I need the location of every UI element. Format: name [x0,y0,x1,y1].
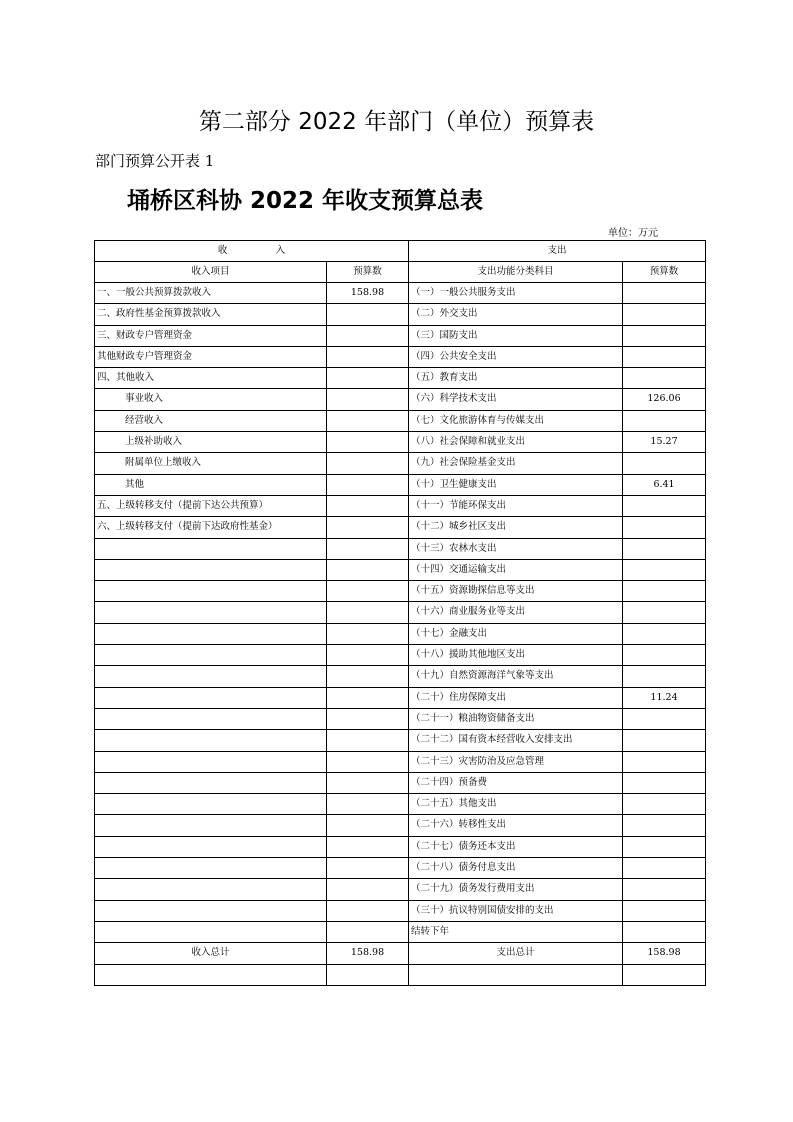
expense-header: 支出 [409,241,706,262]
expense-item-cell: （十九）自然资源海洋气象等支出 [409,666,623,687]
table-number-label: 部门预算公开表 1 [95,152,215,170]
income-item-cell [95,666,327,687]
col-expense-item: 支出功能分类科目 [409,262,623,283]
table-row [95,602,706,623]
table-row [95,581,706,602]
table-row [95,559,706,580]
expense-item-cell: （十八）援助其他地区支出 [409,645,623,666]
income-item-cell: 四、其他收入 [95,368,327,389]
income-amount-cell [327,900,409,921]
expense-amount-cell [623,368,706,389]
expense-item-cell: （三十）抗议特别国债安排的支出 [409,900,623,921]
income-item-cell: 其他 [95,474,327,495]
table-row [95,517,706,538]
table-row [95,432,706,453]
table-row [95,645,706,666]
expense-item-cell: （十七）金融支出 [409,623,623,644]
expense-item-cell: （二十）住房保障支出 [409,687,623,708]
income-item-cell: 经营收入 [95,410,327,431]
income-item-cell [95,794,327,815]
expense-item-cell: （三）国防支出 [409,325,623,346]
total-row [95,943,706,964]
table-row [95,346,706,367]
income-item-cell [95,708,327,729]
income-amount-cell [327,453,409,474]
expense-item-cell: （九）社会保险基金支出 [409,453,623,474]
income-amount-cell [327,772,409,793]
budget-table [94,240,706,986]
table-row [95,794,706,815]
income-amount-cell [327,879,409,900]
blank-row [95,964,706,985]
income-item-cell [95,900,327,921]
expense-item-cell: （二十五）其他支出 [409,794,623,815]
table-row [95,879,706,900]
expense-item-cell: （四）公共安全支出 [409,346,623,367]
expense-item-cell: （二十六）转移性支出 [409,815,623,836]
expense-amount-cell [623,623,706,644]
expense-item-cell: （十）卫生健康支出 [409,474,623,495]
income-amount-cell [327,687,409,708]
income-item-cell: 二、政府性基金预算拨款收入 [95,304,327,325]
expense-amount-cell [623,410,706,431]
income-item-cell [95,602,327,623]
income-amount-cell [327,645,409,666]
expense-amount-cell: 6.41 [623,474,706,495]
expense-amount-cell [623,283,706,304]
income-item-cell [95,581,327,602]
column-header-row [95,262,706,283]
table-row [95,389,706,410]
expense-amount-cell: 11.24 [623,687,706,708]
income-amount-cell [327,836,409,857]
expense-amount-cell [623,304,706,325]
income-total-value: 158.98 [327,943,409,964]
income-item-cell [95,772,327,793]
expense-amount-cell [623,730,706,751]
expense-amount-cell [623,517,706,538]
expense-amount-cell [623,602,706,623]
income-amount-cell [327,858,409,879]
expense-amount-cell [623,453,706,474]
income-amount-cell [327,368,409,389]
income-amount-cell [327,921,409,942]
expense-amount-cell [623,346,706,367]
income-item-cell [95,623,327,644]
table-row [95,453,706,474]
income-amount-cell [327,602,409,623]
income-item-cell [95,751,327,772]
expense-amount-cell [623,325,706,346]
col-income-amount: 预算数 [327,262,409,283]
table-row [95,325,706,346]
expense-item-cell: （十二）城乡社区支出 [409,517,623,538]
expense-amount-cell: 15.27 [623,432,706,453]
blank-cell [623,964,706,985]
income-amount-cell [327,708,409,729]
expense-total-label: 支出总计 [409,943,623,964]
expense-amount-cell [623,858,706,879]
expense-amount-cell [623,921,706,942]
table-row [95,708,706,729]
income-item-cell: 附属单位上缴收入 [95,453,327,474]
table-row [95,283,706,304]
income-amount-cell [327,410,409,431]
blank-cell [327,964,409,985]
income-item-cell [95,858,327,879]
table-row [95,751,706,772]
expense-amount-cell [623,538,706,559]
expense-item-cell: （二十一）粮油物资储备支出 [409,708,623,729]
income-amount-cell [327,538,409,559]
income-amount-cell [327,389,409,410]
table-row [95,836,706,857]
expense-amount-cell [623,559,706,580]
table-row [95,474,706,495]
expense-amount-cell [623,772,706,793]
income-amount-cell: 158.98 [327,283,409,304]
expense-item-cell: （十一）节能环保支出 [409,495,623,516]
expense-total-value: 158.98 [623,943,706,964]
income-item-cell: 事业收入 [95,389,327,410]
income-item-cell: 一、一般公共预算拨款收入 [95,283,327,304]
income-item-cell [95,645,327,666]
income-item-cell [95,538,327,559]
expense-amount-cell: 126.06 [623,389,706,410]
income-item-cell: 三、财政专户管理资金 [95,325,327,346]
income-item-cell [95,687,327,708]
blank-cell [95,964,327,985]
income-item-cell [95,921,327,942]
income-amount-cell [327,432,409,453]
table-row [95,410,706,431]
income-item-cell [95,836,327,857]
expense-amount-cell [623,708,706,729]
table-row [95,666,706,687]
col-expense-amount: 预算数 [623,262,706,283]
expense-item-cell: （十五）资源勘探信息等支出 [409,581,623,602]
table-row [95,538,706,559]
expense-item-cell: （七）文化旅游体育与传媒支出 [409,410,623,431]
expense-item-cell: （二十七）债务还本支出 [409,836,623,857]
expense-item-cell: （一）一般公共服务支出 [409,283,623,304]
expense-amount-cell [623,581,706,602]
income-amount-cell [327,581,409,602]
col-income-item: 收入项目 [95,262,327,283]
expense-item-cell: （二十九）债务发行费用支出 [409,879,623,900]
income-amount-cell [327,623,409,644]
expense-item-cell: （二十八）债务付息支出 [409,858,623,879]
expense-item-cell: （二十三）灾害防治及应急管理 [409,751,623,772]
income-item-cell: 其他财政专户管理资金 [95,346,327,367]
main-title: 埇桥区科协 2022 年收支预算总表 [127,188,484,214]
income-header: 收 入 [95,241,409,262]
expense-item-cell: （八）社会保障和就业支出 [409,432,623,453]
income-amount-cell [327,794,409,815]
expense-item-cell: （二十四）预备费 [409,772,623,793]
income-item-cell: 五、上级转移支付（提前下达公共预算） [95,495,327,516]
table-row [95,687,706,708]
part-title: 第二部分 2022 年部门（单位）预算表 [198,109,595,135]
table-row [95,368,706,389]
income-item-cell: 上级补助收入 [95,432,327,453]
expense-item-cell: （十四）交通运输支出 [409,559,623,580]
income-total-label: 收入总计 [95,943,327,964]
income-item-cell [95,815,327,836]
table-row [95,858,706,879]
unit-label: 单位：万元 [608,228,658,239]
group-header-row [95,241,706,262]
income-amount-cell [327,666,409,687]
income-amount-cell [327,346,409,367]
expense-item-cell: （六）科学技术支出 [409,389,623,410]
income-amount-cell [327,815,409,836]
income-amount-cell [327,559,409,580]
expense-item-cell: （十三）农林水支出 [409,538,623,559]
expense-amount-cell [623,900,706,921]
income-amount-cell [327,517,409,538]
expense-amount-cell [623,645,706,666]
expense-amount-cell [623,794,706,815]
income-amount-cell [327,325,409,346]
expense-amount-cell [623,815,706,836]
income-item-cell [95,559,327,580]
income-amount-cell [327,730,409,751]
income-amount-cell [327,474,409,495]
expense-item-cell: （二十二）国有资本经营收入安排支出 [409,730,623,751]
expense-amount-cell [623,879,706,900]
income-amount-cell [327,751,409,772]
expense-item-cell: （二）外交支出 [409,304,623,325]
expense-item-cell: （十六）商业服务业等支出 [409,602,623,623]
table-row [95,730,706,751]
expense-item-cell: （五）教育支出 [409,368,623,389]
table-row [95,900,706,921]
income-item-cell [95,879,327,900]
expense-amount-cell [623,666,706,687]
table-row [95,495,706,516]
income-amount-cell [327,495,409,516]
income-item-cell [95,730,327,751]
expense-item-cell: 结转下年 [409,921,623,942]
expense-amount-cell [623,836,706,857]
expense-amount-cell [623,495,706,516]
expense-amount-cell [623,751,706,772]
income-item-cell: 六、上级转移支付（提前下达政府性基金） [95,517,327,538]
table-row [95,304,706,325]
blank-cell [409,964,623,985]
income-amount-cell [327,304,409,325]
table-row [95,921,706,942]
table-row [95,623,706,644]
table-row [95,815,706,836]
table-row [95,772,706,793]
